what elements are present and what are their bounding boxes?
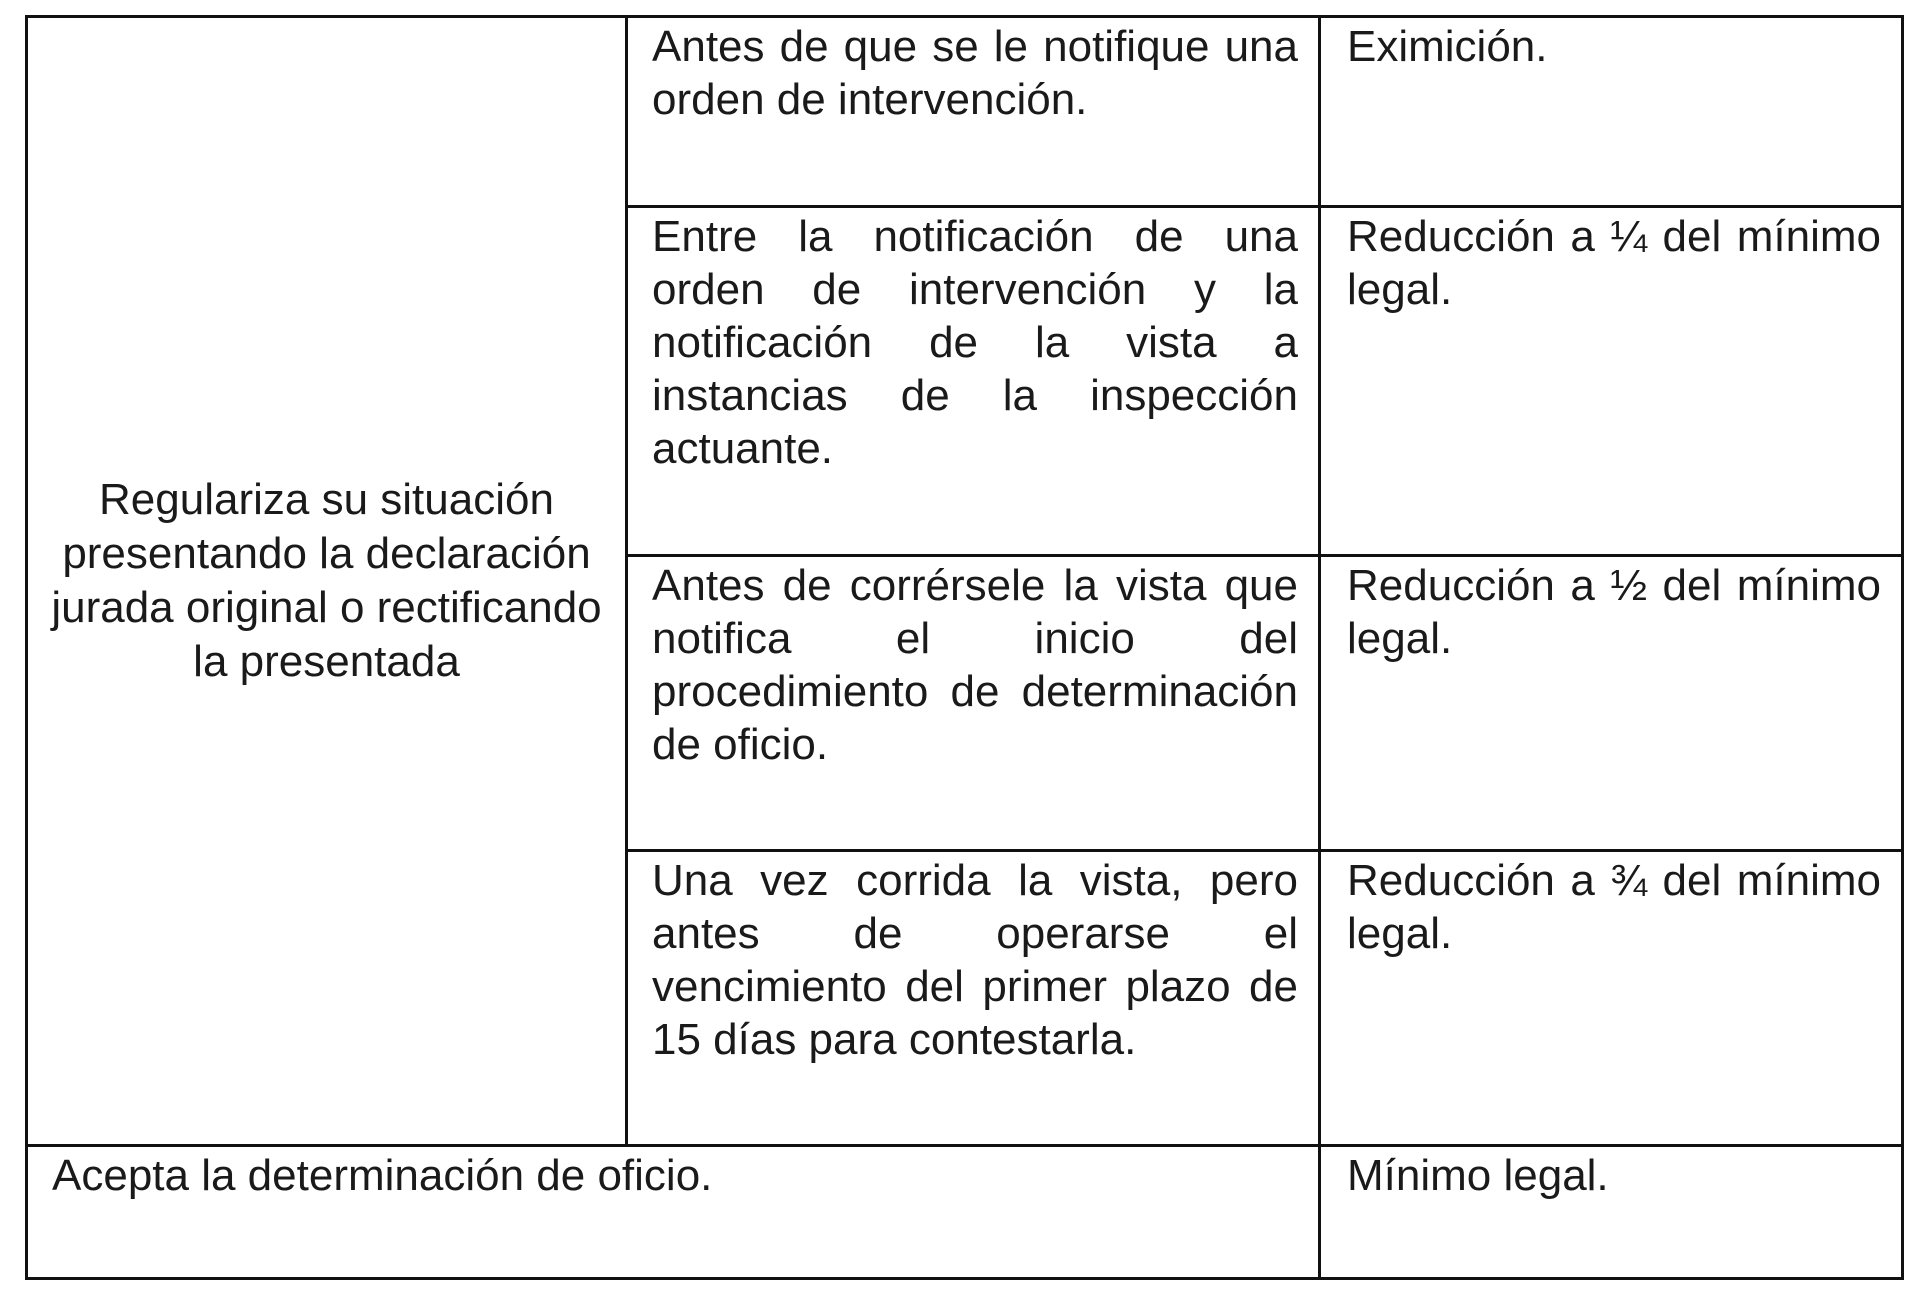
- result-cell: [1320, 207, 1903, 556]
- result-text: Reducción a ½ del mínimo legal.: [1347, 561, 1881, 663]
- regularization-cell: [27, 17, 627, 1146]
- result-cell: [1320, 851, 1903, 1146]
- condition-text: Acepta la determinación de oficio.: [52, 1151, 713, 1200]
- table-row: [27, 17, 1903, 207]
- accept-determination-cell: [27, 1146, 1320, 1279]
- condition-cell: [627, 851, 1320, 1146]
- result-cell: [1320, 1146, 1903, 1279]
- result-cell: [1320, 17, 1903, 207]
- condition-text: Una vez corrida la vista, pero antes de operarse el vencimiento del primer plazo de 15 días para contestarla.: [652, 856, 1298, 1064]
- result-cell: [1320, 556, 1903, 851]
- result-text: Eximición.: [1347, 22, 1548, 71]
- table-row: [27, 1146, 1903, 1279]
- condition-cell: [627, 17, 1320, 207]
- condition-text: Antes de corrérsele la vista que notifica el inicio del procedimiento de determinación de oficio.: [652, 561, 1298, 769]
- condition-cell: [627, 207, 1320, 556]
- condition-text: Entre la notificación de una orden de intervención y la notificación de la vista a instancias de la inspección actuante.: [652, 212, 1298, 473]
- regularization-text: Regulariza su situación presentando la declaración jurada original o rectificando la presentada: [51, 475, 602, 686]
- condition-cell: [627, 556, 1320, 851]
- condition-text: Antes de que se le notifique una orden de intervención.: [652, 22, 1298, 124]
- result-text: Mínimo legal.: [1347, 1151, 1609, 1200]
- penalty-reduction-table: [25, 15, 1904, 1280]
- result-text: Reducción a ¼ del mínimo legal.: [1347, 212, 1881, 314]
- result-text: Reducción a ¾ del mínimo legal.: [1347, 856, 1881, 958]
